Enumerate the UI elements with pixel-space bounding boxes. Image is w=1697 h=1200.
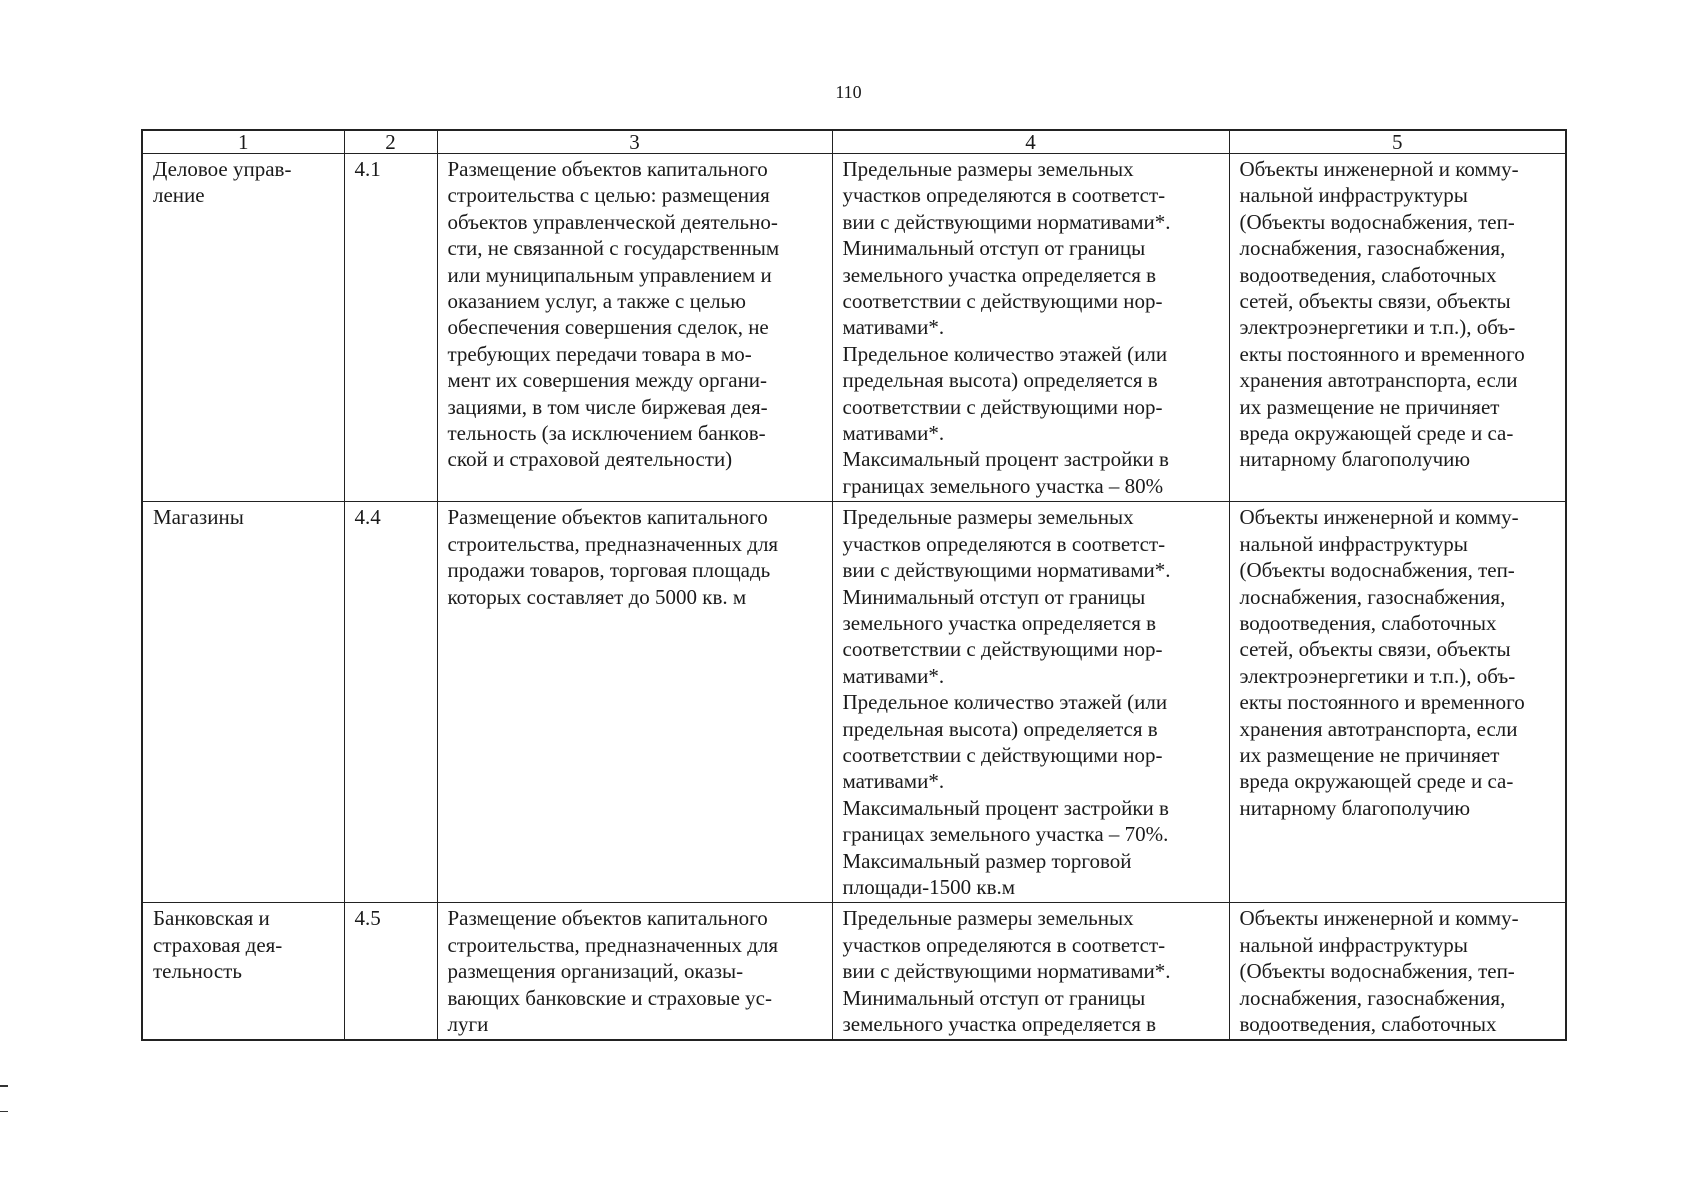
table-row bbox=[142, 903, 1566, 1041]
auxiliary-uses-cell: Объекты инженерной и комму- нальной инфраструктуры (Объекты водоснабжения, теп- лоснабжения, газоснабжения, водоотведения, слаботочных bbox=[1229, 903, 1566, 1041]
table-row bbox=[142, 502, 1566, 903]
use-type-description-cell: Размещение объектов капитального строительства с целью: размещения объектов управленческой деятельно- сти, не связанной с государственным или муниципальным управлением и оказанием услуг, а также с целью обеспечения совершения сделок, не требующих передачи товара в мо- мент их совершения между органи- зациями, в том числе биржевая дея- тельность (за исключением банков- ской и страховой деятельности) bbox=[437, 154, 832, 502]
use-type-name-cell: Магазины bbox=[142, 502, 344, 903]
page-number: 110 bbox=[835, 82, 862, 102]
margin-mark bbox=[0, 1085, 8, 1087]
column-header: 3 bbox=[437, 130, 832, 154]
land-use-table bbox=[141, 129, 1567, 1041]
column-header: 2 bbox=[344, 130, 437, 154]
parameters-cell: Предельные размеры земельных участков определяются в соответст- вии с действующими нормативами*. Минимальный отступ от границы земельного участка определяется в bbox=[832, 903, 1229, 1041]
column-header: 4 bbox=[832, 130, 1229, 154]
use-type-code-cell: 4.4 bbox=[344, 502, 437, 903]
column-header: 5 bbox=[1229, 130, 1566, 154]
parameters-cell: Предельные размеры земельных участков определяются в соответст- вии с действующими нормативами*. Минимальный отступ от границы земельного участка определяется в соответствии с действующими нор- мативами*. Предельное количество этажей (или предельная высота) определяется в соответствии с действующими нор- мативами*. Максимальный процент застройки в границах земельного участка – 70%. Максимальный размер торговой площади-1500 кв.м bbox=[832, 502, 1229, 903]
use-type-code-cell: 4.1 bbox=[344, 154, 437, 502]
margin-mark bbox=[0, 1111, 8, 1113]
use-type-name-cell: Деловое управ- ление bbox=[142, 154, 344, 502]
use-type-description-cell: Размещение объектов капитального строительства, предназначенных для продажи товаров, торговая площадь которых составляет до 5000 кв. м bbox=[437, 502, 832, 903]
use-type-description-cell: Размещение объектов капитального строительства, предназначенных для размещения организаций, оказы- вающих банковские и страховые ус- луги bbox=[437, 903, 832, 1041]
parameters-cell: Предельные размеры земельных участков определяются в соответст- вии с действующими нормативами*. Минимальный отступ от границы земельного участка определяется в соответствии с действующими нор- мативами*. Предельное количество этажей (или предельная высота) определяется в соответствии с действующими нор- мативами*. Максимальный процент застройки в границах земельного участка – 80% bbox=[832, 154, 1229, 502]
auxiliary-uses-cell: Объекты инженерной и комму- нальной инфраструктуры (Объекты водоснабжения, теп- лоснабжения, газоснабжения, водоотведения, слаботочных сетей, объекты связи, объекты электроэнергетики и т.п.), объ- екты постоянного и временного хранения автотранспорта, если их размещение не причиняет вреда окружающей среде и са- нитарному благополучию bbox=[1229, 154, 1566, 502]
scan-margin-marks bbox=[0, 1085, 8, 1136]
auxiliary-uses-cell: Объекты инженерной и комму- нальной инфраструктуры (Объекты водоснабжения, теп- лоснабжения, газоснабжения, водоотведения, слаботочных сетей, объекты связи, объекты электроэнергетики и т.п.), объ- екты постоянного и временного хранения автотранспорта, если их размещение не причиняет вреда окружающей среде и са- нитарному благополучию bbox=[1229, 502, 1566, 903]
table-header-row bbox=[142, 130, 1566, 154]
use-type-code-cell: 4.5 bbox=[344, 903, 437, 1041]
use-type-name-cell: Банковская и страховая дея- тельность bbox=[142, 903, 344, 1041]
table-row bbox=[142, 154, 1566, 502]
column-header: 1 bbox=[142, 130, 344, 154]
